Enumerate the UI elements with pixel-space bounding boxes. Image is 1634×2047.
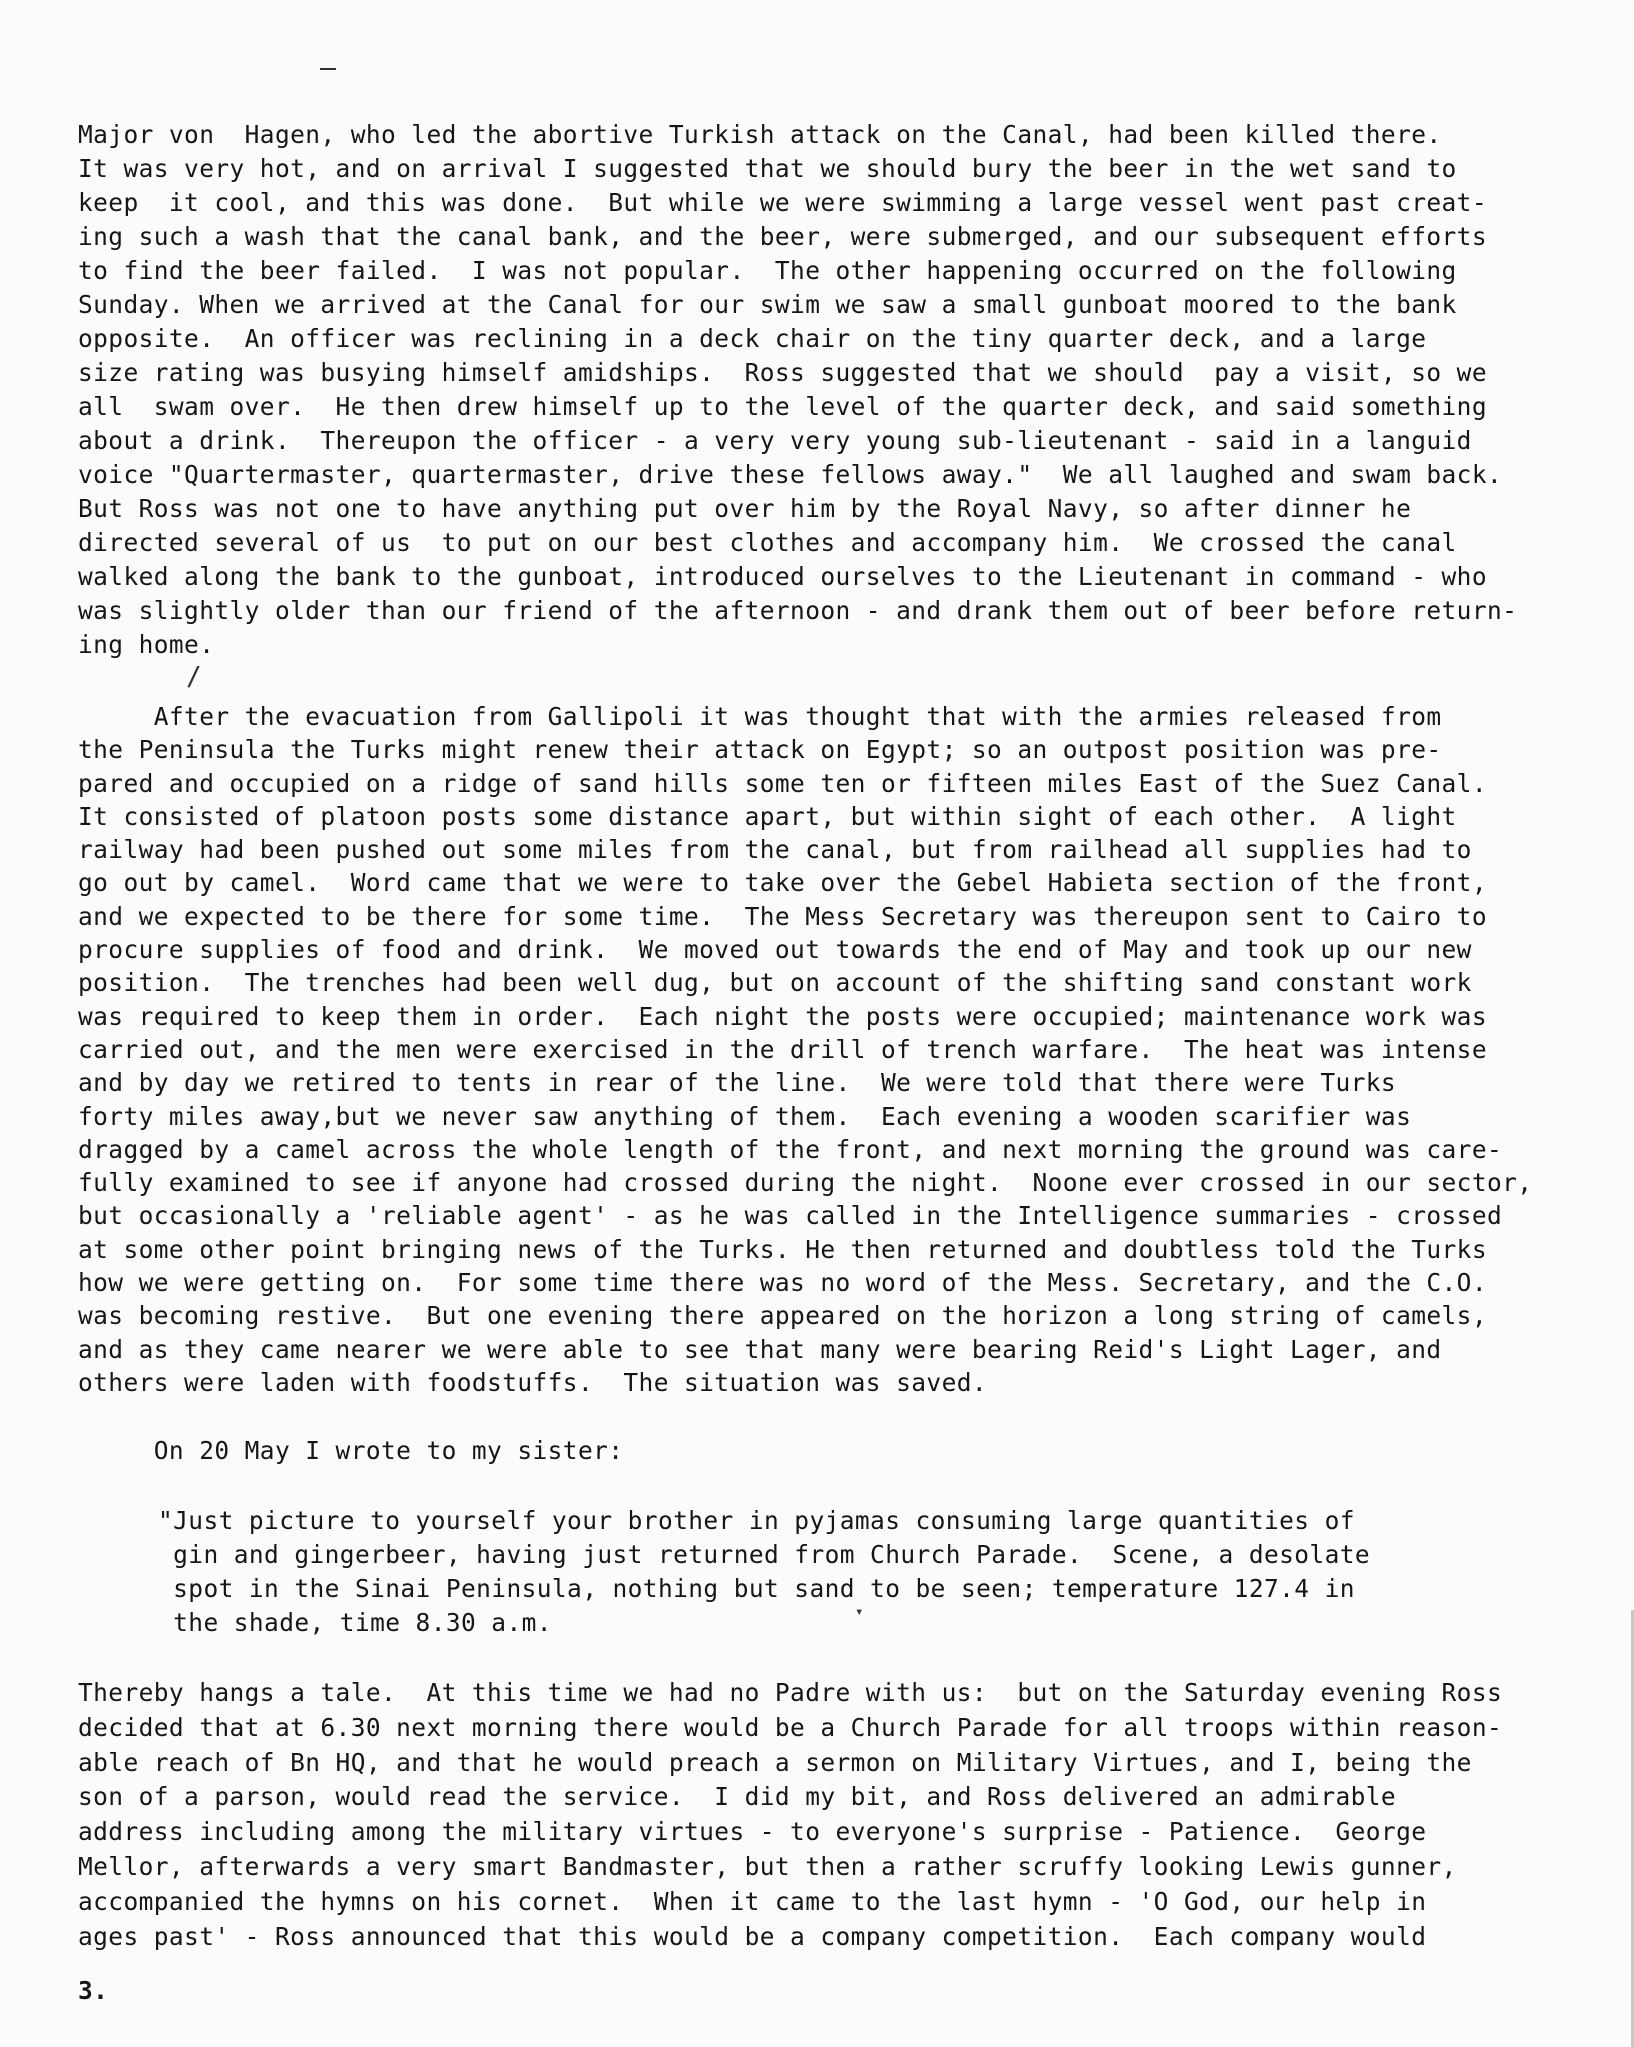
pencil-tick-mark: / (186, 662, 203, 692)
text-line: position. The trenches had been well dug, but on account of the shifting sand constant work (78, 968, 1472, 998)
text-line: On 20 May I wrote to my sister: (78, 1436, 624, 1465)
text-line: It consisted of platoon posts some distance apart, but within sight of each other. A light (78, 801, 1457, 831)
paragraph-outpost-position (78, 700, 1578, 1399)
text-line: the Peninsula the Turks might renew their attack on Egypt; so an outpost position was pre- (78, 735, 1442, 765)
text-line: spot in the Sinai Peninsula, nothing but sand to be seen; temperature 127.4 in (158, 1574, 1355, 1603)
text-line: all swam over. He then drew himself up to the level of the quarter deck, and said something (78, 392, 1487, 421)
text-line: walked along the bank to the gunboat, introduced ourselves to the Lieutenant in command - who (78, 562, 1487, 591)
text-line: but occasionally a 'reliable agent' - as he was called in the Intelligence summaries - crossed (78, 1201, 1503, 1231)
text-line: son of a parson, would read the service. I did my bit, and Ross delivered an admirable (78, 1782, 1397, 1812)
text-line: Thereby hangs a tale. At this time we had no Padre with us: but on the Saturday evening Ross (78, 1678, 1503, 1707)
text-line: decided that at 6.30 next morning there would be a Church Parade for all troops within reason- (78, 1712, 1503, 1742)
text-line: opposite. An officer was reclining in a deck chair on the tiny quarter deck, and a large (78, 324, 1427, 353)
text-line: to find the beer failed. I was not popular. The other happening occurred on the following (78, 256, 1457, 285)
text-line: was required to keep them in order. Each night the posts were occupied; maintenance work was (78, 1001, 1487, 1031)
page-number: 3. (78, 1976, 109, 2005)
text-line: carried out, and the men were exercised in the drill of trench warfare. The heat was intense (78, 1034, 1487, 1064)
text-line: at some other point bringing news of the Turks. He then returned and doubtless told the Turks (78, 1234, 1487, 1264)
paragraph-church-parade (78, 1676, 1578, 1954)
text-line: voice "Quartermaster, quartermaster, drive these fellows away." We all laughed and swam back. (78, 460, 1503, 489)
text-line: ing such a wash that the canal bank, and the beer, were submerged, and our subsequent efforts (78, 222, 1487, 251)
text-line: size rating was busying himself amidships. Ross suggested that we should pay a visit, so we (78, 358, 1487, 387)
paragraph-canal-beer (78, 118, 1578, 662)
text-line: Mellor, afterwards a very smart Bandmaster, but then a rather scruffy looking Lewis gunner, (78, 1851, 1457, 1881)
text-line: how we were getting on. For some time there was no word of the Mess. Secretary, and the C.O. (78, 1268, 1487, 1298)
text-line: the shade, time 8.30 a.m. (158, 1608, 552, 1637)
text-line: forty miles away,but we never saw anything of them. Each evening a wooden scarifier was (78, 1101, 1412, 1131)
text-line: was becoming restive. But one evening there appeared on the horizon a long string of camels, (78, 1301, 1487, 1331)
text-line: gin and gingerbeer, having just returned from Church Parade. Scene, a desolate (158, 1540, 1371, 1569)
text-line: ages past' - Ross announced that this would be a company competition. Each company would (78, 1921, 1427, 1951)
text-line: and by day we retired to tents in rear of the line. We were told that there were Turks (78, 1068, 1397, 1098)
text-line: directed several of us to put on our best clothes and accompany him. We crossed the canal (78, 528, 1457, 557)
text-line: keep it cool, and this was done. But while we were swimming a large vessel went past creat- (78, 188, 1487, 217)
text-line: fully examined to see if anyone had crossed during the night. Noone ever crossed in our sector, (78, 1168, 1533, 1198)
text-line: But Ross was not one to have anything put over him by the Royal Navy, so after dinner he (78, 494, 1412, 523)
ink-speck-mark: ▾ (855, 1604, 864, 1620)
text-line: dragged by a camel across the whole length of the front, and next morning the ground was care- (78, 1134, 1503, 1164)
text-line: Major von Hagen, who led the abortive Turkish attack on the Canal, had been killed there. (78, 120, 1442, 149)
text-line: others were laden with foodstuffs. The situation was saved. (78, 1367, 988, 1397)
text-line: go out by camel. Word came that we were to take over the Gebel Habieta section of the front, (78, 868, 1487, 898)
text-line: accompanied the hymns on his cornet. When it came to the last hymn - 'O God, our help in (78, 1886, 1427, 1916)
text-line: and we expected to be there for some time. The Mess Secretary was thereupon sent to Cairo to (78, 901, 1487, 931)
text-line: railway had been pushed out some miles from the canal, but from railhead all supplies had to (78, 835, 1472, 865)
letter-quotation (158, 1504, 1458, 1640)
text-line: and as they came nearer we were able to see that many were bearing Reid's Light Lager, and (78, 1334, 1442, 1364)
text-line: was slightly older than our friend of the afternoon - and drank them out of beer before return- (78, 596, 1518, 625)
text-line: address including among the military virtues - to everyone's surprise - Patience. George (78, 1817, 1427, 1847)
text-line: ing home. (78, 630, 215, 659)
text-line: After the evacuation from Gallipoli it was thought that with the armies released from (78, 702, 1442, 731)
text-line: It was very hot, and on arrival I suggested that we should bury the beer in the wet sand to (78, 154, 1457, 183)
paragraph-letter-intro (78, 1434, 1578, 1468)
stray-dash-mark (320, 68, 336, 70)
text-line: pared and occupied on a ridge of sand hills some ten or fifteen miles East of the Suez Canal. (78, 768, 1487, 798)
text-line: procure supplies of food and drink. We moved out towards the end of May and took up our new (78, 935, 1472, 965)
text-line: "Just picture to yourself your brother in pyjamas consuming large quantities of (158, 1506, 1355, 1535)
text-line: able reach of Bn HQ, and that he would preach a sermon on Military Virtues, and I, being the (78, 1747, 1472, 1777)
text-line: Sunday. When we arrived at the Canal for our swim we saw a small gunboat moored to the bank (78, 290, 1457, 319)
text-line: about a drink. Thereupon the officer - a very very young sub-lieutenant - said in a languid (78, 426, 1472, 455)
